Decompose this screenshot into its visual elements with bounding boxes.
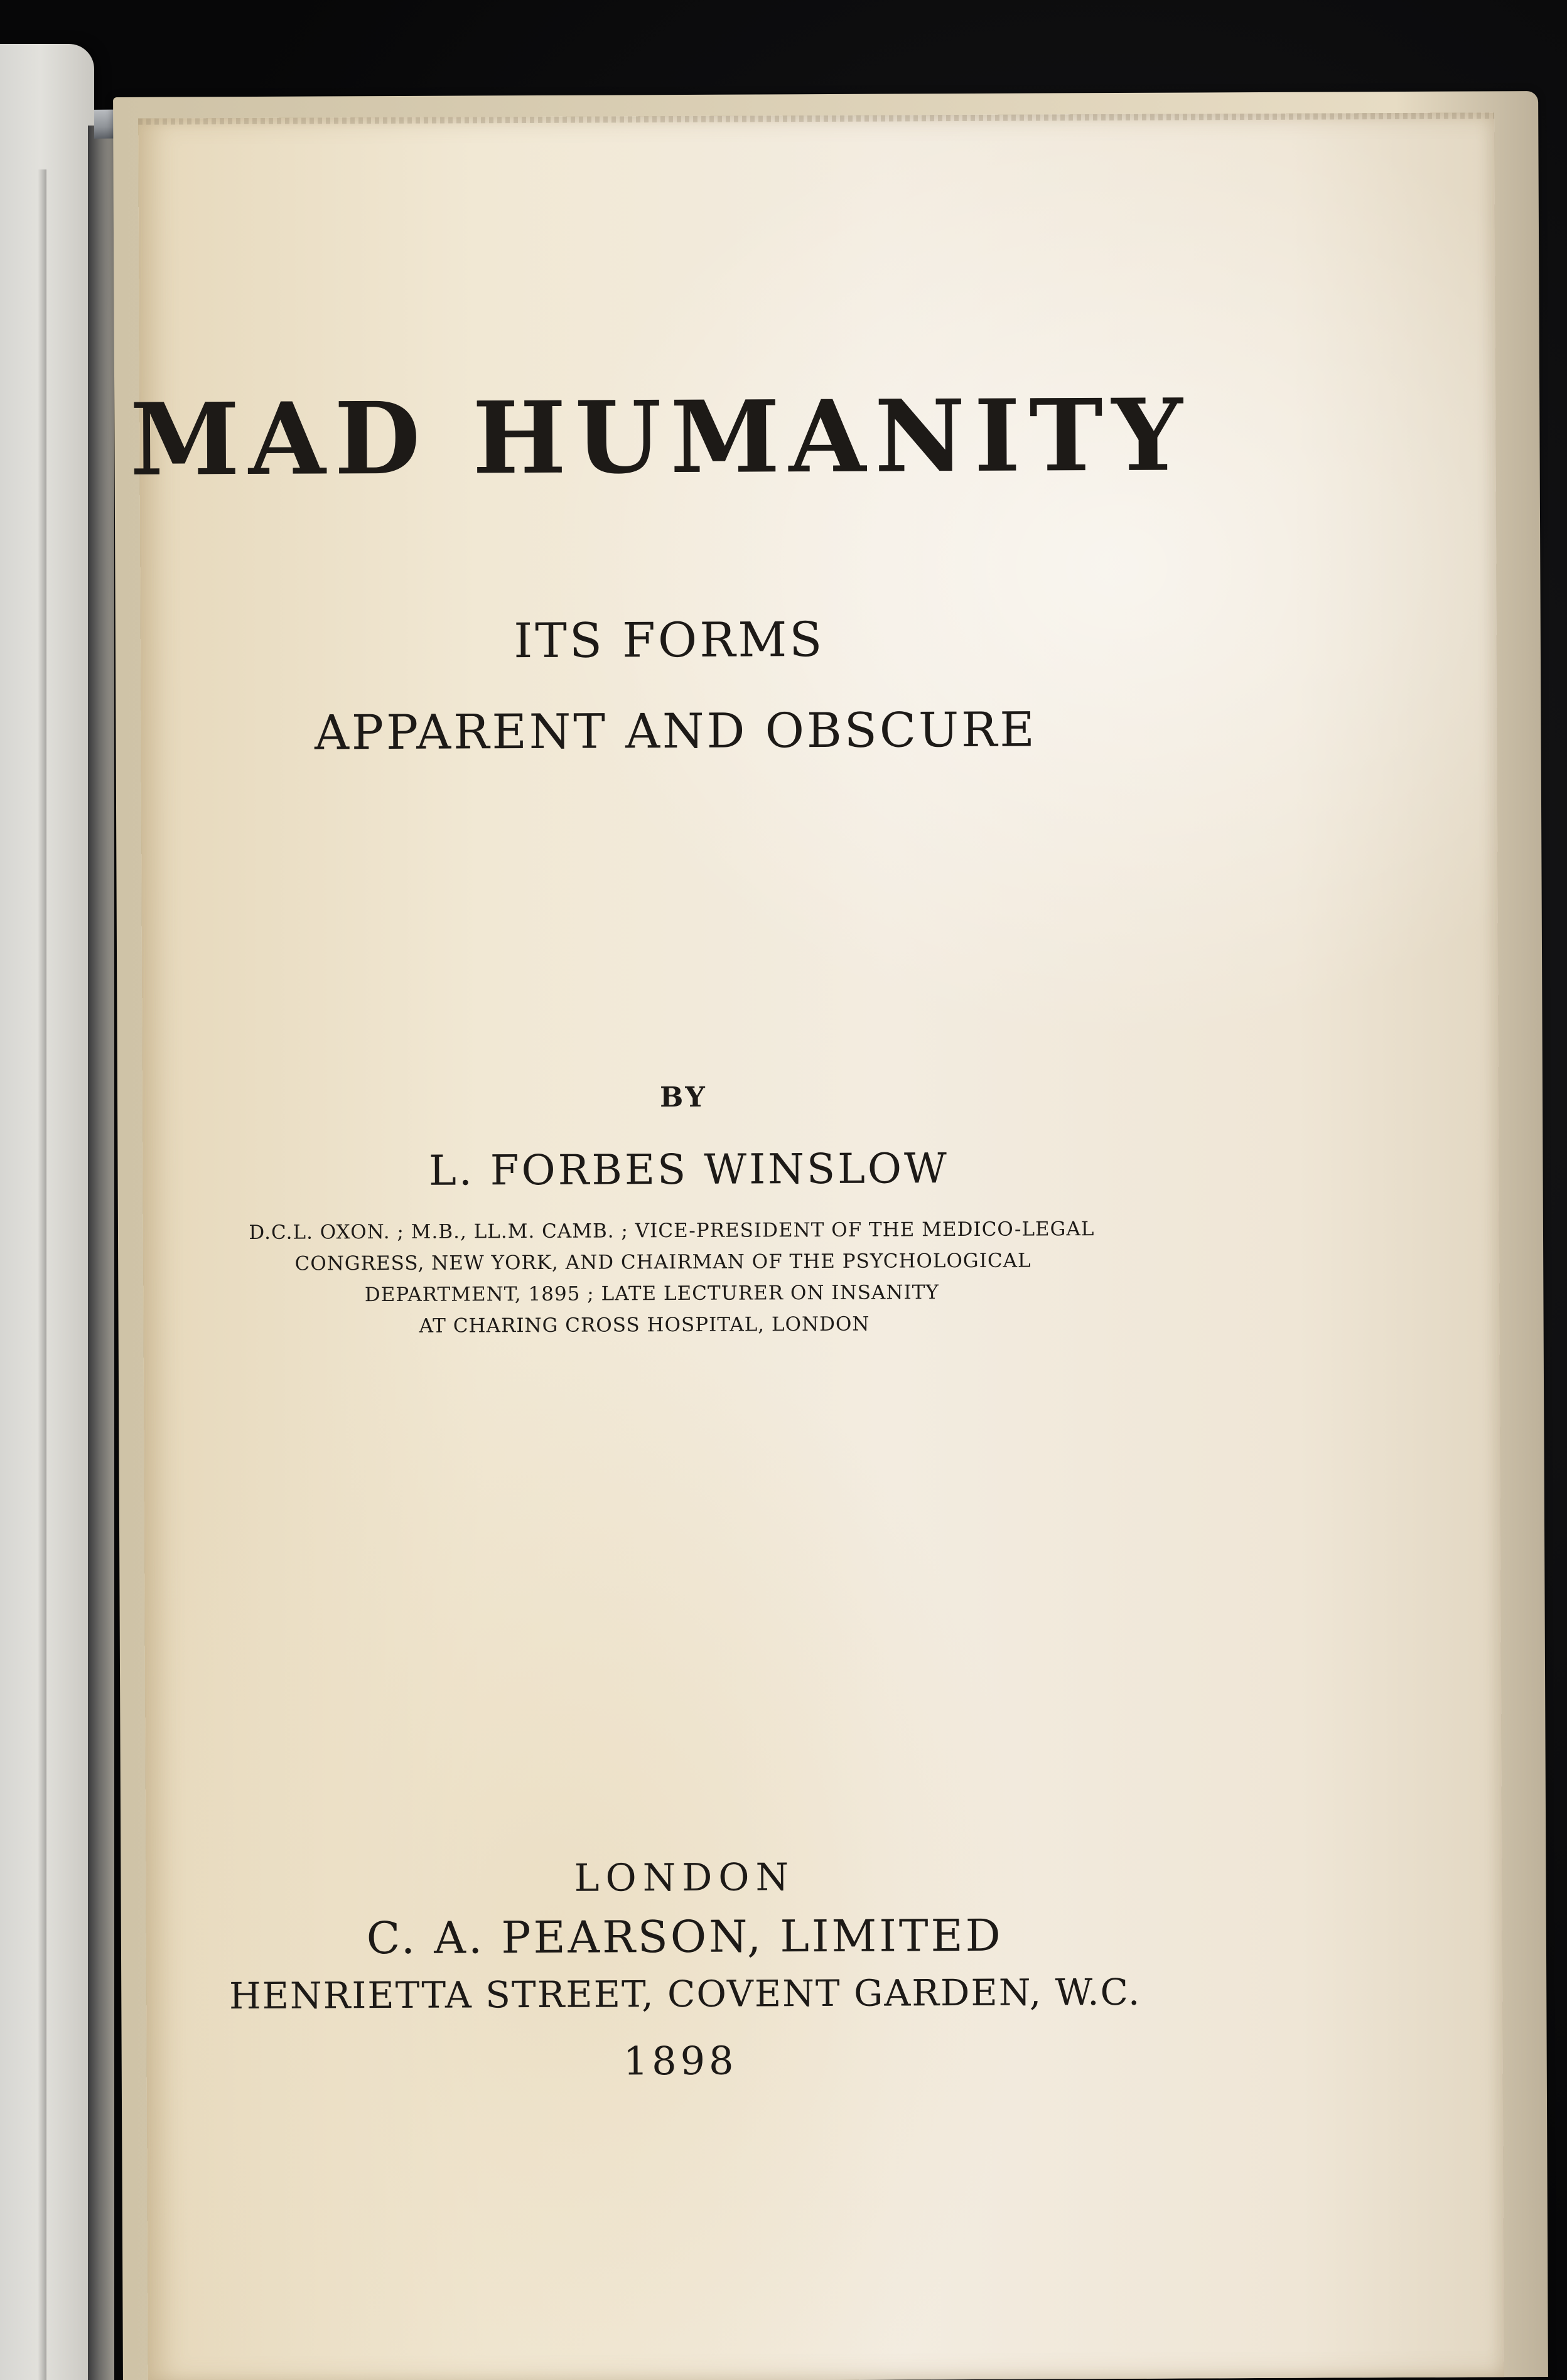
imprint-address: HENRIETTA STREET, COVENT GARDEN, W.C. — [229, 1970, 1141, 2018]
imprint-year: 1898 — [623, 2037, 738, 2084]
subtitle-line-2: APPARENT AND OBSCURE — [314, 701, 1037, 761]
imprint-place: LONDON — [574, 1855, 795, 1900]
book-title: MAD HUMANITY — [129, 377, 1192, 498]
author-credentials-line: D.C.L. OXON. ; M.B., LL.M. CAMB. ; VICE-PRESIDENT OF THE MEDICO-LEGAL — [249, 1218, 1095, 1244]
subtitle-line-1: ITS FORMS — [514, 611, 825, 669]
author-credentials-line: AT CHARING CROSS HOSPITAL, LONDON — [419, 1312, 870, 1337]
author-credentials-line: DEPARTMENT, 1895 ; LATE LECTURER ON INSANITY — [364, 1281, 939, 1307]
imprint-publisher: C. A. PEARSON, LIMITED — [366, 1909, 1003, 1965]
author-credentials-line: CONGRESS, NEW YORK, AND CHAIRMAN OF THE PSYCHOLOGICAL — [294, 1249, 1031, 1275]
title-page — [129, 112, 1504, 2380]
by-line: BY — [659, 1081, 708, 1114]
author-name: L. FORBES WINSLOW — [428, 1144, 950, 1195]
